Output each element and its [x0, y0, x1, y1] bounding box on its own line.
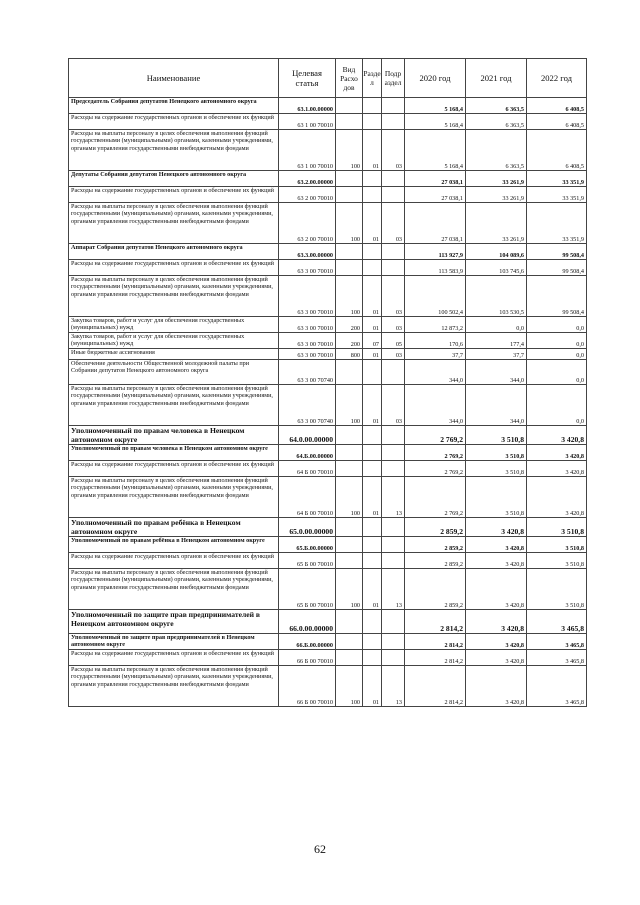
- row-podrazdel: 13: [382, 569, 405, 610]
- row-2021: 3 420,8: [466, 650, 527, 666]
- row-2021: 3 510,8: [466, 426, 527, 445]
- row-2020: 2 769,2: [405, 461, 466, 477]
- row-2021: 103 745,6: [466, 260, 527, 276]
- row-2020: 2 814,2: [405, 634, 466, 650]
- row-2021: 6 363,5: [466, 98, 527, 114]
- row-code: 64.0.00.00000: [279, 426, 336, 445]
- row-2022: 3 465,8: [527, 666, 587, 707]
- row-2021: 3 420,8: [466, 569, 527, 610]
- row-2020: 5 168,4: [405, 98, 466, 114]
- row-2022: 3 420,8: [527, 477, 587, 518]
- table-row: [69, 333, 587, 349]
- row-vid: 100: [336, 666, 363, 707]
- row-2021: 37,7: [466, 349, 527, 360]
- table-header-row: [69, 59, 587, 98]
- row-podrazdel: [382, 187, 405, 203]
- row-razdel: 01: [363, 276, 382, 317]
- row-code: 63 2 00 70010: [279, 203, 336, 244]
- row-2021: 33 261,9: [466, 203, 527, 244]
- row-code: 63 1 00 70010: [279, 130, 336, 171]
- row-2022: 6 408,5: [527, 130, 587, 171]
- row-vid: [336, 537, 363, 553]
- row-2021: 3 420,8: [466, 518, 527, 537]
- row-2022: 3 510,8: [527, 553, 587, 569]
- row-podrazdel: [382, 537, 405, 553]
- row-2021: 33 261,9: [466, 171, 527, 187]
- row-razdel: 07: [363, 333, 382, 349]
- row-razdel: [363, 187, 382, 203]
- row-vid: [336, 244, 363, 260]
- row-code: 63 3 00 70010: [279, 260, 336, 276]
- row-razdel: 01: [363, 385, 382, 426]
- row-name: Расходы на содержание государственных органов и обеспечение их функций: [69, 553, 279, 569]
- table-row: [69, 650, 587, 666]
- row-podrazdel: [382, 244, 405, 260]
- row-2022: 3 510,8: [527, 518, 587, 537]
- row-2021: 6 363,5: [466, 130, 527, 171]
- row-code: 65 Б 00 70010: [279, 553, 336, 569]
- row-vid: [336, 260, 363, 276]
- row-2021: 3 420,8: [466, 666, 527, 707]
- row-name: Иные бюджетные ассигнования: [69, 349, 279, 360]
- row-vid: 200: [336, 333, 363, 349]
- row-2022: 0,0: [527, 317, 587, 333]
- row-2021: 344,0: [466, 360, 527, 385]
- row-code: 66 Б 00 70010: [279, 666, 336, 707]
- row-2022: 3 420,8: [527, 461, 587, 477]
- table-row: [69, 244, 587, 260]
- row-vid: [336, 114, 363, 130]
- header-2021: 2021 год: [466, 59, 527, 98]
- row-2022: 3 465,8: [527, 610, 587, 634]
- row-podrazdel: 03: [382, 203, 405, 244]
- table-row: [69, 634, 587, 650]
- row-2022: 33 351,9: [527, 203, 587, 244]
- row-2022: 99 508,4: [527, 276, 587, 317]
- row-podrazdel: [382, 461, 405, 477]
- row-vid: [336, 553, 363, 569]
- row-vid: [336, 360, 363, 385]
- header-razdel: Разде л: [363, 59, 382, 98]
- row-2020: 170,6: [405, 333, 466, 349]
- row-2022: 6 408,5: [527, 98, 587, 114]
- row-code: 63 2 00 70010: [279, 187, 336, 203]
- row-code: 65 Б 00 70010: [279, 569, 336, 610]
- row-2021: 3 420,8: [466, 553, 527, 569]
- row-podrazdel: 03: [382, 317, 405, 333]
- row-2020: 27 038,1: [405, 171, 466, 187]
- row-podrazdel: [382, 114, 405, 130]
- row-name: Расходы на выплаты персоналу в целях обеспечения выполнения функций государственными (муниципальными) органами, казенными учреждениями, органами управления государственными внебюджетными фондами: [69, 203, 279, 244]
- row-2021: 3 420,8: [466, 537, 527, 553]
- row-2020: 5 168,4: [405, 114, 466, 130]
- row-2022: 3 420,8: [527, 445, 587, 461]
- row-2020: 2 859,2: [405, 553, 466, 569]
- row-2021: 3 420,8: [466, 610, 527, 634]
- row-podrazdel: 13: [382, 666, 405, 707]
- table-row: [69, 537, 587, 553]
- row-2021: 0,0: [466, 317, 527, 333]
- row-2022: 33 351,9: [527, 187, 587, 203]
- row-podrazdel: [382, 518, 405, 537]
- row-code: 63.1.00.00000: [279, 98, 336, 114]
- table-row: [69, 666, 587, 707]
- header-2022: 2022 год: [527, 59, 587, 98]
- table-body: [69, 98, 587, 707]
- table-row: [69, 385, 587, 426]
- row-2020: 344,0: [405, 360, 466, 385]
- row-2021: 33 261,9: [466, 187, 527, 203]
- row-podrazdel: 03: [382, 349, 405, 360]
- row-razdel: [363, 426, 382, 445]
- table-row: [69, 360, 587, 385]
- row-vid: [336, 518, 363, 537]
- table-row: [69, 445, 587, 461]
- header-name: Наименование: [69, 59, 279, 98]
- row-razdel: 01: [363, 130, 382, 171]
- row-2020: 113 583,9: [405, 260, 466, 276]
- row-code: 63 1 00 70010: [279, 114, 336, 130]
- row-vid: 100: [336, 276, 363, 317]
- row-name: Обеспечение деятельности Общественной молодежной палаты при Собрании депутатов Ненецкого автономного округа: [69, 360, 279, 385]
- row-vid: [336, 171, 363, 187]
- row-name: Закупка товаров, работ и услуг для обеспечения государственных (муниципальных) нужд: [69, 317, 279, 333]
- row-razdel: [363, 244, 382, 260]
- table-row: [69, 610, 587, 634]
- row-vid: [336, 610, 363, 634]
- budget-table: [68, 58, 587, 707]
- row-code: 63 3 00 70740: [279, 360, 336, 385]
- row-podrazdel: [382, 610, 405, 634]
- row-code: 66.Б.00.00000: [279, 634, 336, 650]
- table-row: [69, 569, 587, 610]
- row-code: 64 Б 00 70010: [279, 477, 336, 518]
- row-name: Расходы на выплаты персоналу в целях обеспечения выполнения функций государственными (муниципальными) органами, казенными учреждениями, органами управления государственными внебюджетными фондами: [69, 569, 279, 610]
- page-number: 62: [314, 842, 326, 856]
- row-2021: 3 510,8: [466, 461, 527, 477]
- row-name: Депутаты Собрания депутатов Ненецкого автономного округа: [69, 171, 279, 187]
- row-name: Расходы на выплаты персоналу в целях обеспечения выполнения функций государственными (муниципальными) органами, казенными учреждениями, органами управления государственными внебюджетными фондами: [69, 477, 279, 518]
- row-podrazdel: [382, 171, 405, 187]
- row-vid: [336, 445, 363, 461]
- row-code: 66 Б 00 70010: [279, 650, 336, 666]
- row-vid: [336, 426, 363, 445]
- row-2021: 103 530,5: [466, 276, 527, 317]
- document-page: [68, 58, 586, 707]
- row-2022: 0,0: [527, 360, 587, 385]
- row-2022: 3 465,8: [527, 634, 587, 650]
- row-name: Расходы на содержание государственных органов и обеспечение их функций: [69, 461, 279, 477]
- row-name: Уполномоченный по правам человека в Ненецком автономном округе: [69, 426, 279, 445]
- row-2021: 3 420,8: [466, 634, 527, 650]
- row-razdel: [363, 98, 382, 114]
- row-name: Расходы на выплаты персоналу в целях обеспечения выполнения функций государственными (муниципальными) органами, казенными учреждениями, органами управления государственными внебюджетными фондами: [69, 666, 279, 707]
- row-name: Аппарат Собрания депутатов Ненецкого автономного округа: [69, 244, 279, 260]
- row-2022: 0,0: [527, 333, 587, 349]
- table-row: [69, 518, 587, 537]
- row-2021: 344,0: [466, 385, 527, 426]
- row-razdel: [363, 260, 382, 276]
- table-row: [69, 317, 587, 333]
- row-2021: 3 510,8: [466, 477, 527, 518]
- row-razdel: [363, 360, 382, 385]
- row-code: 63.3.00.00000: [279, 244, 336, 260]
- row-vid: [336, 98, 363, 114]
- row-razdel: 01: [363, 477, 382, 518]
- row-2022: 3 420,8: [527, 426, 587, 445]
- row-razdel: [363, 634, 382, 650]
- table-row: [69, 171, 587, 187]
- row-podrazdel: [382, 360, 405, 385]
- row-code: 63 3 00 70010: [279, 333, 336, 349]
- row-podrazdel: 03: [382, 385, 405, 426]
- row-2022: 33 351,9: [527, 171, 587, 187]
- row-vid: 100: [336, 569, 363, 610]
- row-2022: 0,0: [527, 385, 587, 426]
- row-name: Закупка товаров, работ и услуг для обеспечения государственных (муниципальных) нужд: [69, 333, 279, 349]
- table-row: [69, 349, 587, 360]
- row-2020: 2 859,2: [405, 537, 466, 553]
- row-razdel: 01: [363, 203, 382, 244]
- row-2020: 2 814,2: [405, 610, 466, 634]
- row-podrazdel: [382, 98, 405, 114]
- row-razdel: 01: [363, 349, 382, 360]
- row-razdel: [363, 610, 382, 634]
- table-row: [69, 276, 587, 317]
- row-2020: 12 873,2: [405, 317, 466, 333]
- row-2021: 3 510,8: [466, 445, 527, 461]
- row-2020: 113 927,9: [405, 244, 466, 260]
- row-2020: 2 769,2: [405, 445, 466, 461]
- row-2022: 0,0: [527, 349, 587, 360]
- row-code: 65.0.00.00000: [279, 518, 336, 537]
- row-2021: 177,4: [466, 333, 527, 349]
- row-podrazdel: [382, 634, 405, 650]
- row-2020: 100 502,4: [405, 276, 466, 317]
- row-name: Уполномоченный по защите прав предпринимателей в Ненецком автономном округе: [69, 610, 279, 634]
- row-podrazdel: [382, 260, 405, 276]
- row-name: Председатель Собрания депутатов Ненецкого автономного округа: [69, 98, 279, 114]
- row-2022: 99 508,4: [527, 244, 587, 260]
- row-2020: 5 168,4: [405, 130, 466, 171]
- row-vid: 100: [336, 203, 363, 244]
- row-2020: 37,7: [405, 349, 466, 360]
- row-podrazdel: 03: [382, 130, 405, 171]
- row-podrazdel: [382, 553, 405, 569]
- row-razdel: [363, 518, 382, 537]
- row-code: 63.2.00.00000: [279, 171, 336, 187]
- row-code: 66.0.00.00000: [279, 610, 336, 634]
- row-2022: 3 465,8: [527, 650, 587, 666]
- row-razdel: 01: [363, 569, 382, 610]
- row-vid: [336, 634, 363, 650]
- header-vid: Вид Расхо дов: [336, 59, 363, 98]
- table-row: [69, 461, 587, 477]
- row-vid: [336, 461, 363, 477]
- row-podrazdel: [382, 426, 405, 445]
- table-row: [69, 114, 587, 130]
- header-code: Целевая статья: [279, 59, 336, 98]
- row-2021: 104 089,6: [466, 244, 527, 260]
- row-razdel: 01: [363, 317, 382, 333]
- row-podrazdel: 13: [382, 477, 405, 518]
- row-2022: 99 508,4: [527, 260, 587, 276]
- table-row: [69, 260, 587, 276]
- row-code: 64.Б.00.00000: [279, 445, 336, 461]
- row-vid: 800: [336, 349, 363, 360]
- row-razdel: [363, 445, 382, 461]
- row-2020: 2 814,2: [405, 666, 466, 707]
- row-2022: 3 510,8: [527, 569, 587, 610]
- row-2020: 27 038,1: [405, 187, 466, 203]
- row-code: 63 3 00 70740: [279, 385, 336, 426]
- row-2020: 2 814,2: [405, 650, 466, 666]
- row-2020: 2 859,2: [405, 518, 466, 537]
- row-2020: 2 859,2: [405, 569, 466, 610]
- row-podrazdel: [382, 650, 405, 666]
- table-row: [69, 203, 587, 244]
- row-code: 63 3 00 70010: [279, 276, 336, 317]
- table-row: [69, 477, 587, 518]
- row-name: Расходы на содержание государственных органов и обеспечение их функций: [69, 187, 279, 203]
- row-name: Расходы на выплаты персоналу в целях обеспечения выполнения функций государственными (муниципальными) органами, казенными учреждениями, органами управления государственными внебюджетными фондами: [69, 385, 279, 426]
- row-vid: 100: [336, 385, 363, 426]
- row-name: Расходы на выплаты персоналу в целях обеспечения выполнения функций государственными (муниципальными) органами, казенными учреждениями, органами управления государственными внебюджетными фондами: [69, 130, 279, 171]
- row-name: Уполномоченный по правам человека в Ненецком автономном округе: [69, 445, 279, 461]
- table-row: [69, 426, 587, 445]
- row-podrazdel: 05: [382, 333, 405, 349]
- row-name: Расходы на содержание государственных органов и обеспечение их функций: [69, 260, 279, 276]
- table-row: [69, 553, 587, 569]
- row-2020: 344,0: [405, 385, 466, 426]
- row-2021: 6 363,5: [466, 114, 527, 130]
- row-code: 63 3 00 70010: [279, 349, 336, 360]
- row-vid: 200: [336, 317, 363, 333]
- row-podrazdel: [382, 445, 405, 461]
- table-row: [69, 98, 587, 114]
- row-razdel: [363, 114, 382, 130]
- row-vid: 100: [336, 477, 363, 518]
- row-razdel: [363, 650, 382, 666]
- row-2022: 6 408,5: [527, 114, 587, 130]
- table-row: [69, 130, 587, 171]
- row-2020: 27 038,1: [405, 203, 466, 244]
- row-name: Расходы на содержание государственных органов и обеспечение их функций: [69, 650, 279, 666]
- row-name: Уполномоченный по защите прав предпринимателей в Ненецком автономном округе: [69, 634, 279, 650]
- row-vid: [336, 187, 363, 203]
- row-name: Расходы на выплаты персоналу в целях обеспечения выполнения функций государственными (муниципальными) органами, казенными учреждениями, органами управления государственными внебюджетными фондами: [69, 276, 279, 317]
- table-row: [69, 187, 587, 203]
- row-razdel: [363, 461, 382, 477]
- row-vid: [336, 650, 363, 666]
- row-name: Уполномоченный по правам ребёнка в Ненецком автономном округе: [69, 518, 279, 537]
- row-razdel: [363, 171, 382, 187]
- row-code: 63 3 00 70010: [279, 317, 336, 333]
- row-code: 65.Б.00.00000: [279, 537, 336, 553]
- row-razdel: 01: [363, 666, 382, 707]
- row-2020: 2 769,2: [405, 426, 466, 445]
- row-2022: 3 510,8: [527, 537, 587, 553]
- row-podrazdel: 03: [382, 276, 405, 317]
- header-podrazdel: Подр аздел: [382, 59, 405, 98]
- row-razdel: [363, 553, 382, 569]
- row-code: 64 Б 00 70010: [279, 461, 336, 477]
- row-razdel: [363, 537, 382, 553]
- row-2020: 2 769,2: [405, 477, 466, 518]
- header-2020: 2020 год: [405, 59, 466, 98]
- row-name: Расходы на содержание государственных органов и обеспечение их функций: [69, 114, 279, 130]
- row-name: Уполномоченный по правам ребёнка в Ненецком автономном округе: [69, 537, 279, 553]
- row-vid: 100: [336, 130, 363, 171]
